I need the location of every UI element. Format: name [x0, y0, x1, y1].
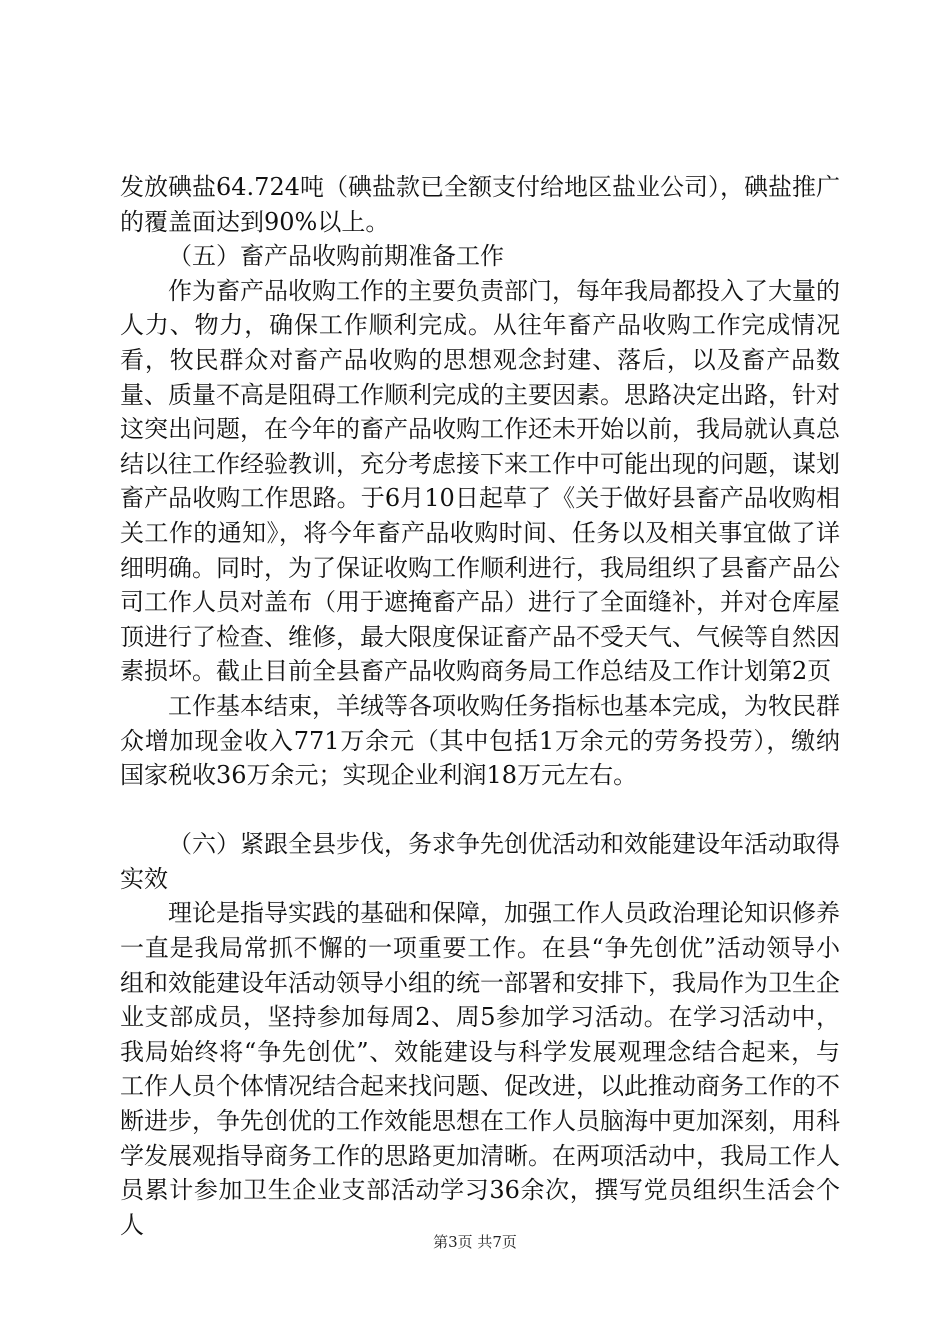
- paragraph-spacer: [120, 793, 840, 828]
- paragraph-livestock-results: 工作基本结束，羊绒等各项收购任务指标也基本完成，为牧民群众增加现金收入771万余元（其中包括1万余元的劳务投劳），缴纳国家税收36万余元；实现企业利润18万元左右。: [120, 691, 840, 790]
- paragraph-theory-study: 理论是指导实践的基础和保障，加强工作人员政治理论知识修养一直是我局常抓不懈的一项重要工作。在县“争先创优”活动领导小组和效能建设年活动领导小组的统一部署和安排下，我局作为卫生企业支部成员，坚持参加每周2、周5参加学习活动。在学习活动中，我局始终将“争先创优”、效能建设与科学发展观理念结合起来，与工作人员个体情况结合起来找问题、促改进，以此推动商务工作的不断进步，争先创优的工作效能思想在工作人员脑海中更加深刻，用科学发展观指导商务工作的思路更加清晰。在两项活动中，我局工作人员累计参加卫生企业支部活动学习36余次，撰写党员组织生活会个人: [120, 899, 840, 1239]
- section-heading-6: （六）紧跟全县步伐，务求争先创优活动和效能建设年活动取得实效: [120, 830, 840, 893]
- document-body: [120, 170, 840, 1242]
- section-heading-5: （五）畜产品收购前期准备工作: [168, 242, 504, 271]
- page-footer: 第3页 共7页: [433, 1233, 517, 1251]
- paragraph-livestock-preparation: 作为畜产品收购工作的主要负责部门，每年我局都投入了大量的人力、物力，确保工作顺利完成。从往年畜产品收购工作完成情况看，牧民群众对畜产品收购的思想观念封建、落后，以及畜产品数量、质量不高是阻碍工作顺利完成的主要因素。思路决定出路，针对这突出问题，在今年的畜产品收购工作还未开始以前，我局就认真总结以往工作经验教训，充分考虑接下来工作中可能出现的问题，谋划畜产品收购工作思路。于6月10日起草了《关于做好县畜产品收购相关工作的通知》，将今年畜产品收购时间、任务以及相关事宜做了详细明确。同时，为了保证收购工作顺利进行，我局组织了县畜产品公司工作人员对盖布（用于遮掩畜产品）进行了全面缝补，并对仓库屋顶进行了检查、维修，最大限度保证畜产品不受天气、气候等自然因素损坏。截止目前全县畜产品收购商务局工作总结及工作计划第2页: [120, 276, 840, 686]
- paragraph-iodized-salt: 发放碘盐64.724吨（碘盐款已全额支付给地区盐业公司），碘盐推广的覆盖面达到90%以上。: [120, 173, 840, 236]
